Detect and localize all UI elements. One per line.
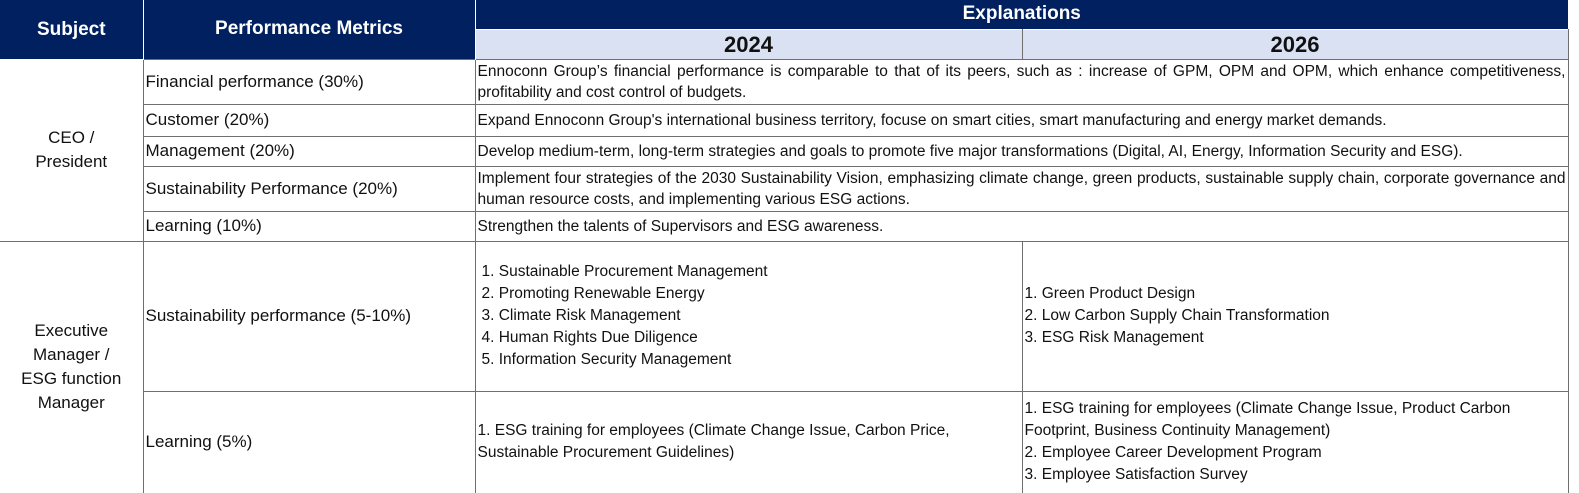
list-item: 3. ESG Risk Management — [1024, 329, 1204, 346]
list-item: 1. Sustainable Procurement Management — [481, 263, 768, 280]
subject-executive-manager: Executive Manager / ESG function Manager — [0, 241, 143, 493]
exec-learning-2026-list — [1022, 391, 1568, 493]
metric-customer: Customer (20%) — [143, 104, 475, 136]
list-item: 1. ESG training for employees (Climate Change Issue, Carbon Price, Sustainable Procurement Guidelines) — [477, 422, 950, 462]
list-item: 3. Climate Risk Management — [481, 307, 681, 324]
list-item: 3. Employee Satisfaction Survey — [1024, 466, 1248, 484]
header-year-2026: 2026 — [1022, 29, 1568, 59]
table-row — [0, 211, 1568, 241]
metric-sustainability-performance: Sustainability Performance (20%) — [143, 166, 475, 211]
metric-financial-performance: Financial performance (30%) — [143, 59, 475, 104]
table-row — [0, 166, 1568, 211]
metric-learning: Learning (10%) — [143, 211, 475, 241]
table-row — [0, 59, 1568, 104]
header-subject: Subject — [0, 0, 143, 59]
list-item: 1. ESG training for employees (Climate Change Issue, Product Carbon Footprint, Business Continuity Management) — [1024, 400, 1511, 440]
header-year-2024: 2024 — [475, 29, 1022, 59]
header-performance-metrics: Performance Metrics — [143, 0, 475, 59]
explanation-financial-performance: Ennoconn Group’s financial performance is comparable to that of its peers, such as : increase of GPM, OPM and OPM, which enhance competitiveness, profitability and cost control of budgets. — [475, 59, 1568, 104]
list-item: 2. Employee Career Development Program — [1024, 444, 1322, 462]
explanation-learning: Strengthen the talents of Supervisors and ESG awareness. — [475, 211, 1568, 241]
exec-sustainability-2026-list — [1022, 241, 1568, 391]
list-item: 1. Green Product Design — [1024, 285, 1196, 302]
exec-learning-2024-list — [475, 391, 1022, 493]
list-item: 2. Promoting Renewable Energy — [481, 285, 705, 302]
list-item: 2. Low Carbon Supply Chain Transformation — [1024, 307, 1330, 324]
table-row — [0, 104, 1568, 136]
table-row — [0, 136, 1568, 166]
explanation-customer: Expand Ennoconn Group's international business territory, focuse on smart cities, smart manufacturing and energy market demands. — [475, 104, 1568, 136]
exec-sustainability-2024-list — [475, 241, 1022, 391]
subject-ceo-president: CEO / President — [0, 59, 143, 241]
explanation-management: Develop medium-term, long-term strategies and goals to promote five major transformations (Digital, AI, Energy, Information Security and ESG). — [475, 136, 1568, 166]
metric-management: Management (20%) — [143, 136, 475, 166]
explanation-sustainability-performance: Implement four strategies of the 2030 Sustainability Vision, emphasizing climate change, green products, sustainable supply chain, corporate governance and human resource costs, and implementing various ESG actions. — [475, 166, 1568, 211]
table-row — [0, 241, 1568, 391]
list-item: 5. Information Security Management — [481, 351, 732, 368]
header-explanations: Explanations — [475, 0, 1568, 29]
metric-exec-sustainability: Sustainability performance (5-10%) — [143, 241, 475, 391]
list-item: 4. Human Rights Due Diligence — [481, 329, 698, 346]
metric-exec-learning: Learning (5%) — [143, 391, 475, 493]
table-row — [0, 391, 1568, 493]
